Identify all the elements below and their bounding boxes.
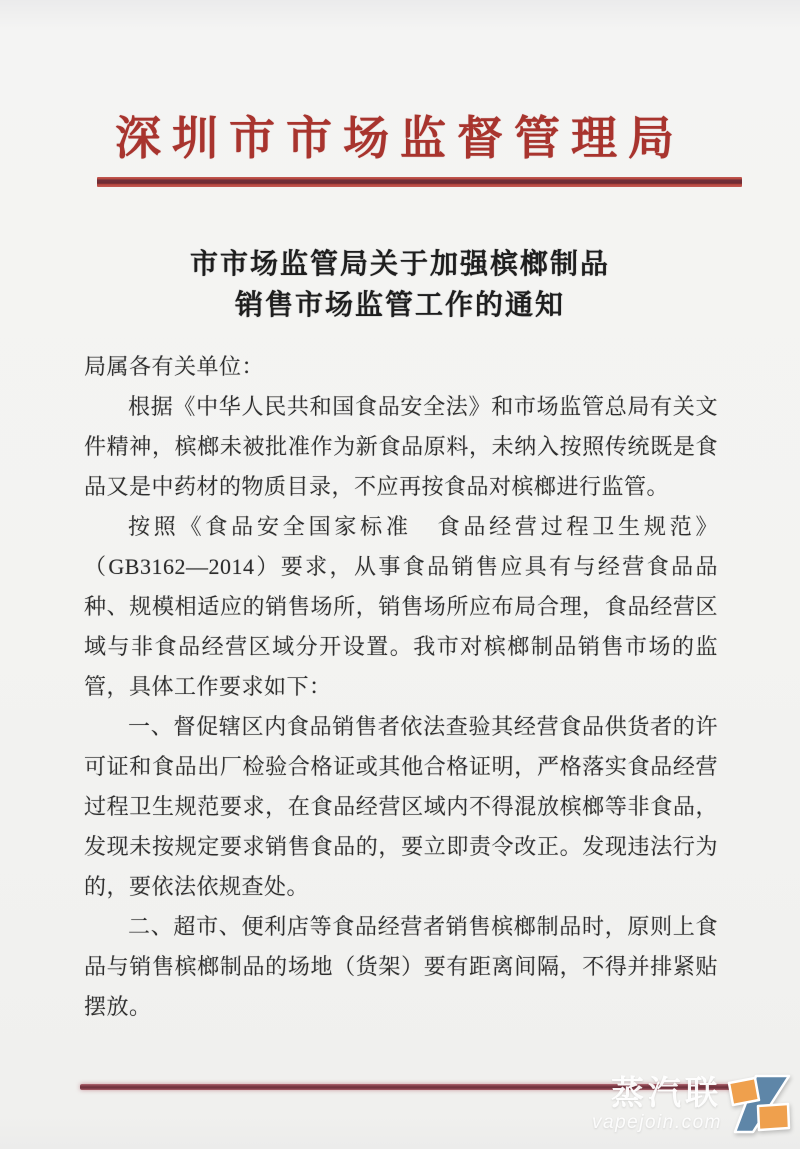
watermark-site-url: vapejoin.com <box>592 1112 722 1133</box>
watermark-logo-icon <box>726 1074 800 1136</box>
notice-body <box>84 347 718 1027</box>
notice-title-line1: 市市场监管局关于加强槟榔制品 <box>189 249 610 280</box>
watermark-site-name: 蒸汽联 <box>611 1074 722 1111</box>
notice-title-line2: 销售市场监管工作的通知 <box>234 290 565 321</box>
watermark-text <box>592 1075 722 1135</box>
notice-title <box>0 244 800 326</box>
agency-letterhead: 深圳市市场监督管理局 <box>115 113 685 164</box>
paragraph-requirement-1: 一、督促辖区内食品销售者依法查验其经营食品供货者的许可证和食品出厂检验合格证或其他合格证明，严格落实食品经营过程卫生规范要求，在食品经营区域内不得混放槟榔等非食品，发现未按规定要求销售食品的，要立即责令改正。发现违法行为的，要依法依规查处。 <box>84 714 718 899</box>
paragraph-requirement-2: 二、超市、便利店等食品经营者销售槟榔制品时，原则上食品与销售槟榔制品的场地（货架）要有距离间隔，不得并排紧贴摆放。 <box>84 914 718 1019</box>
site-watermark <box>592 1066 800 1144</box>
paragraph-standard: 按照《食品安全国家标准 食品经营过程卫生规范》（GB3162—2014）要求，从事食品销售应具有与经营食品品种、规模相适应的销售场所，销售场所应布局合理，食品经营区域与非食品经营区域分开设置。我市对槟榔制品销售市场的监管，具体工作要求如下： <box>84 514 718 699</box>
paragraph-basis: 根据《中华人民共和国食品安全法》和市场监管总局有关文件精神，槟榔未被批准作为新食品原料，未纳入按照传统既是食品又是中药材的物质目录，不应再按食品对槟榔进行监管。 <box>84 394 718 499</box>
letterhead-divider-line <box>97 177 742 187</box>
salutation: 局属各有关单位： <box>84 354 265 379</box>
